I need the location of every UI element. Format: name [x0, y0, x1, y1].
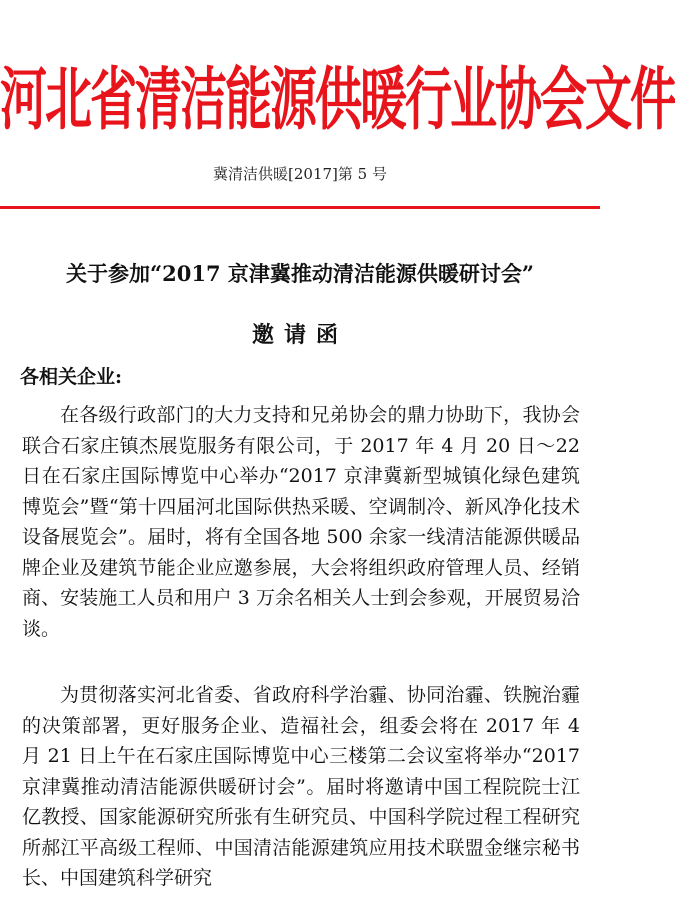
body-paragraph-1: 在各级行政部门的大力支持和兄弟协会的鼎力协助下，我协会联合石家庄镇杰展览服务有限公司，于 2017 年 4 月 20 日～22 日在石家庄国际博览中心举办“2017 京津冀新型城镇化绿色建筑博览会”暨“第十四届河北国际供热采暖、空调制冷、新风净化技术设备展览会”。届时，将有全国各地 500 余家一线清洁能源供暖品牌企业及建筑节能企业应邀参展，大会将组织政府管理人员、经销商、安装施工人员和用户 3 万余名相关人士到会参观，开展贸易洽谈。: [22, 404, 580, 640]
letter-title: 关于参加“2017 京津冀推动清洁能源供暖研讨会”: [66, 261, 534, 286]
document-number: 冀清洁供暖[2017]第 5 号: [213, 165, 387, 183]
organization-masthead: 河北省清洁能源供暖行业协会文件: [0, 60, 675, 141]
red-divider-line: [0, 206, 600, 209]
letter-subtitle: 邀请函: [251, 322, 348, 348]
body-paragraph-2: 为贯彻落实河北省委、省政府科学治霾、协同治霾、铁腕治霾的决策部署，更好服务企业、造福社会，组委会将在 2017 年 4 月 21 日上午在石家庄国际博览中心三楼第二会议室将举办“2017 京津冀推动清洁能源供暖研讨会”。届时将邀请中国工程院院士江亿教授、国家能源研究所张有生研究员、中国科学院过程工程研究所郝江平高级工程师、中国清洁能源建筑应用技术联盟金继宗秘书长、中国建筑科学研究: [22, 684, 580, 889]
salutation: 各相关企业:: [20, 366, 123, 388]
